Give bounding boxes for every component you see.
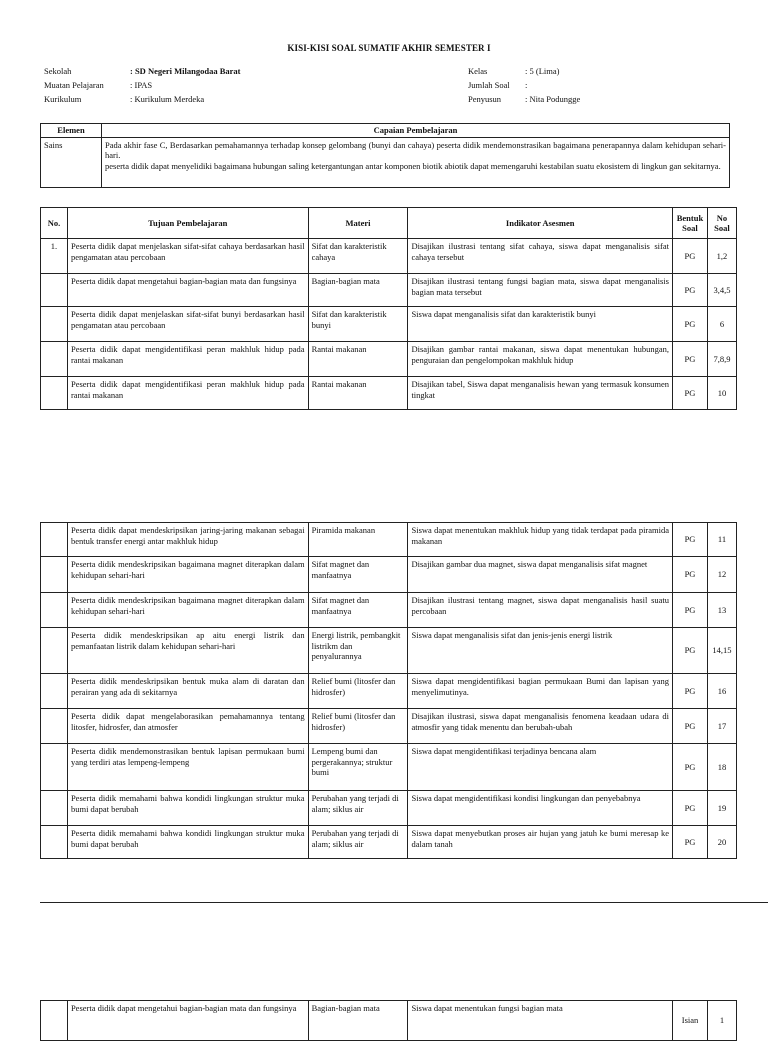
meta-label: Penyusun xyxy=(468,94,502,104)
meta-label: Sekolah xyxy=(44,66,72,76)
tujuan-cell: Peserta didik memahami bahwa kondidi lingkungan struktur muka bumi dapat berubah xyxy=(67,791,308,826)
header-capaian: Capaian Pembelajaran xyxy=(102,124,730,138)
tujuan-cell: Peserta didik mendeskripsikan ap aitu energi listrik dan pemanfaatan listrik dalam kehidupan sehari-hari xyxy=(67,628,308,674)
table-row xyxy=(41,342,737,377)
meta-row xyxy=(468,78,580,92)
materi-cell: Relief bumi (litosfer dan hidrosfer) xyxy=(308,674,408,709)
header-no: No. xyxy=(41,208,68,239)
meta-label: Kelas xyxy=(468,66,488,76)
bentuk-cell: PG xyxy=(673,709,708,744)
indikator-cell: Disajikan tabel, Siswa dapat menganalisis hewan yang termasuk konsumen tingkat xyxy=(408,377,673,410)
bentuk-cell: PG xyxy=(672,377,707,410)
indikator-cell: Siswa dapat menganalisis sifat dan karakteristik bunyi xyxy=(408,307,673,342)
bentuk-cell: PG xyxy=(673,593,708,628)
tujuan-cell: Peserta didik dapat mendeskripsikan jaring-jaring makanan sebagai bentuk transfer energi antar makhluk hidup xyxy=(67,523,308,557)
kisi-table-page-3 xyxy=(40,1000,737,1041)
bentuk-cell: Isian xyxy=(673,1001,708,1041)
bentuk-cell: PG xyxy=(673,523,708,557)
no-cell xyxy=(41,557,68,593)
meta-row xyxy=(468,64,580,78)
no-cell xyxy=(41,377,68,410)
meta-left xyxy=(44,64,241,106)
materi-cell: Perubahan yang terjadi di alam; siklus air xyxy=(308,791,408,826)
materi-cell: Rantai makanan xyxy=(308,377,408,410)
no-cell xyxy=(41,628,68,674)
meta-label: Jumlah Soal xyxy=(468,80,510,90)
meta-row xyxy=(44,78,241,92)
table-row xyxy=(41,628,737,674)
materi-cell: Bagian-bagian mata xyxy=(308,274,408,307)
capaian-cell: Pada akhir fase C, Berdasarkan pemahamannya terhadap konsep gelombang (bunyi dan cahaya) peserta didik mendemonstrasikan bagaimana penerapannya dalam kehidupan sehari-hari. peserta didik dapat menyelidiki bagaimana hubungan saling ketergantungan antar komponen biotik abiotik dapat memengaruhi kestabilan suatu ekosistem di lingkun gan sekitarnya. xyxy=(102,137,730,187)
materi-cell: Relief bumi (litosfer dan hidrosfer) xyxy=(308,709,408,744)
table-row xyxy=(41,239,737,274)
nosoal-cell: 18 xyxy=(707,744,736,791)
tujuan-cell: Peserta didik dapat menjelaskan sifat-sifat cahaya berdasarkan hasil pengamatan atau percobaan xyxy=(67,239,308,274)
indikator-cell: Siswa dapat menentukan makhluk hidup yang tidak terdapat pada piramida makanan xyxy=(408,523,673,557)
table-row xyxy=(41,523,737,557)
no-cell xyxy=(41,791,68,826)
nosoal-cell: 12 xyxy=(707,557,736,593)
materi-cell: Sifat dan karakteristik cahaya xyxy=(308,239,408,274)
bentuk-cell: PG xyxy=(672,239,707,274)
materi-cell: Bagian-bagian mata xyxy=(308,1001,408,1041)
table-row xyxy=(41,744,737,791)
tujuan-cell: Peserta didik dapat menjelaskan sifat-sifat bunyi berdasarkan hasil pengamatan atau percobaan xyxy=(67,307,308,342)
no-cell xyxy=(41,593,68,628)
tujuan-cell: Peserta didik dapat mengetahui bagian-bagian mata dan fungsinya xyxy=(67,1001,308,1041)
meta-label: Muatan Pelajaran xyxy=(44,80,104,90)
nosoal-cell: 3,4,5 xyxy=(707,274,736,307)
tujuan-cell: Peserta didik mendeskripsikan bentuk muka alam di daratan dan perairan yang ada di sekitarnya xyxy=(67,674,308,709)
bentuk-cell: PG xyxy=(673,557,708,593)
tujuan-cell: Peserta didik dapat mengidentifikasi peran makhluk hidup pada rantai makanan xyxy=(67,342,308,377)
table-row xyxy=(41,377,737,410)
no-cell xyxy=(41,744,68,791)
header-indikator: Indikator Asesmen xyxy=(408,208,673,239)
bentuk-cell: PG xyxy=(673,674,708,709)
no-cell xyxy=(41,523,68,557)
tujuan-cell: Peserta didik dapat mengidentifikasi peran makhluk hidup pada rantai makanan xyxy=(67,377,308,410)
capaian-table xyxy=(40,123,730,188)
bentuk-cell: PG xyxy=(672,342,707,377)
nosoal-cell: 1 xyxy=(707,1001,736,1041)
materi-cell: Sifat magnet dan manfaatnya xyxy=(308,593,408,628)
nosoal-cell: 14,15 xyxy=(707,628,736,674)
meta-label: Kurikulum xyxy=(44,94,82,104)
nosoal-cell: 1,2 xyxy=(707,239,736,274)
table-row xyxy=(41,1001,737,1041)
no-cell xyxy=(41,274,68,307)
tujuan-cell: Peserta didik memahami bahwa kondidi lingkungan struktur muka bumi dapat berubah xyxy=(67,826,308,859)
tujuan-cell: Peserta didik dapat mengelaborasikan pemahamannya tentang litosfer, hidrosfer, dan atmosfer xyxy=(67,709,308,744)
indikator-cell: Disajikan gambar rantai makanan, siswa dapat menentukan hubungan, penguraian dan pengelompokan makhluk hidup xyxy=(408,342,673,377)
kisi-table-page-2 xyxy=(40,522,737,859)
bentuk-cell: PG xyxy=(673,826,708,859)
no-cell xyxy=(41,307,68,342)
indikator-cell: Disajikan ilustrasi, siswa dapat menganalisis fenomena keadaan udara di atmosfir yang tidak menentu dan berubah-ubah xyxy=(408,709,673,744)
bentuk-cell: PG xyxy=(672,274,707,307)
table-row xyxy=(41,791,737,826)
indikator-cell: Siswa dapat menganalisis sifat dan jenis-jenis energi listrik xyxy=(408,628,673,674)
materi-cell: Sifat magnet dan manfaatnya xyxy=(308,557,408,593)
indikator-cell: Siswa dapat mengidentifikasi kondisi lingkungan dan penyebabnya xyxy=(408,791,673,826)
meta-value: : xyxy=(525,80,528,90)
meta-value: : Kurikulum Merdeka xyxy=(130,94,205,104)
nosoal-cell: 16 xyxy=(707,674,736,709)
nosoal-cell: 19 xyxy=(707,791,736,826)
indikator-cell: Disajikan gambar dua magnet, siswa dapat menganalisis sifat magnet xyxy=(408,557,673,593)
nosoal-cell: 7,8,9 xyxy=(707,342,736,377)
table-row xyxy=(41,709,737,744)
materi-cell: Perubahan yang terjadi di alam; siklus air xyxy=(308,826,408,859)
table-row xyxy=(41,307,737,342)
nosoal-cell: 20 xyxy=(707,826,736,859)
bentuk-cell: PG xyxy=(672,307,707,342)
elemen-cell: Sains xyxy=(41,137,102,187)
nosoal-cell: 13 xyxy=(707,593,736,628)
table-row xyxy=(41,274,737,307)
meta-right xyxy=(468,64,580,106)
page-break-line xyxy=(40,902,768,903)
bentuk-cell: PG xyxy=(673,628,708,674)
bentuk-cell: PG xyxy=(673,744,708,791)
meta-value: : Nita Podungge xyxy=(525,94,581,104)
no-cell: 1. xyxy=(41,239,68,274)
no-cell xyxy=(41,1001,68,1041)
nosoal-cell: 10 xyxy=(707,377,736,410)
document-title: KISI-KISI SOAL SUMATIF AKHIR SEMESTER I xyxy=(287,43,491,53)
materi-cell: Sifat dan karakteristik bunyi xyxy=(308,307,408,342)
no-cell xyxy=(41,826,68,859)
indikator-cell: Disajikan ilustrasi tentang fungsi bagian mata, siswa dapat menganalisis bagian mata tersebut xyxy=(408,274,673,307)
nosoal-cell: 17 xyxy=(707,709,736,744)
table-row xyxy=(41,557,737,593)
tujuan-cell: Peserta didik mendeskripsikan bagaimana magnet diterapkan dalam kehidupan sehari-hari xyxy=(67,557,308,593)
header-tujuan: Tujuan Pembelajaran xyxy=(67,208,308,239)
nosoal-cell: 6 xyxy=(707,307,736,342)
indikator-cell: Siswa dapat menentukan fungsi bagian mata xyxy=(408,1001,673,1041)
nosoal-cell: 11 xyxy=(707,523,736,557)
materi-cell: Rantai makanan xyxy=(308,342,408,377)
kisi-table-page-1 xyxy=(40,207,737,410)
tujuan-cell: Peserta didik dapat mengetahui bagian-bagian mata dan fungsinya xyxy=(67,274,308,307)
meta-row xyxy=(44,64,241,78)
header-bentuk: Bentuk Soal xyxy=(672,208,707,239)
header-elemen: Elemen xyxy=(41,124,102,138)
no-cell xyxy=(41,342,68,377)
indikator-cell: Siswa dapat mengidentifikasi terjadinya bencana alam xyxy=(408,744,673,791)
indikator-cell: Siswa dapat menyebutkan proses air hujan yang jatuh ke bumi meresap ke dalam tanah xyxy=(408,826,673,859)
tujuan-cell: Peserta didik mendemonstrasikan bentuk lapisan permukaan bumi yang terdiri atas lempeng-lempeng xyxy=(67,744,308,791)
header-nosoal: No Soal xyxy=(707,208,736,239)
meta-value: : IPAS xyxy=(130,80,153,90)
header-materi: Materi xyxy=(308,208,408,239)
no-cell xyxy=(41,709,68,744)
materi-cell: Piramida makanan xyxy=(308,523,408,557)
meta-value: : 5 (Lima) xyxy=(525,66,560,76)
no-cell xyxy=(41,674,68,709)
tujuan-cell: Peserta didik mendeskripsikan bagaimana magnet diterapkan dalam kehidupan sehari-hari xyxy=(67,593,308,628)
materi-cell: Energi listrik, pembangkit listrikm dan penyalurannya xyxy=(308,628,408,674)
meta-row xyxy=(44,92,241,106)
table-row xyxy=(41,826,737,859)
bentuk-cell: PG xyxy=(673,791,708,826)
meta-row xyxy=(468,92,580,106)
indikator-cell: Disajikan ilustrasi tentang sifat cahaya, siswa dapat menganalisis sifat cahaya tersebut xyxy=(408,239,673,274)
indikator-cell: Disajikan ilustrasi tentang magnet, siswa dapat menganalisis hasil suatu percobaan xyxy=(408,593,673,628)
meta-value: : SD Negeri Milangodaa Barat xyxy=(130,66,241,76)
table-row xyxy=(41,674,737,709)
indikator-cell: Siswa dapat mengidentifikasi bagian permukaan Bumi dan lapisan yang menyelimutinya. xyxy=(408,674,673,709)
materi-cell: Lempeng bumi dan pergerakannya; struktur bumi xyxy=(308,744,408,791)
table-row xyxy=(41,593,737,628)
